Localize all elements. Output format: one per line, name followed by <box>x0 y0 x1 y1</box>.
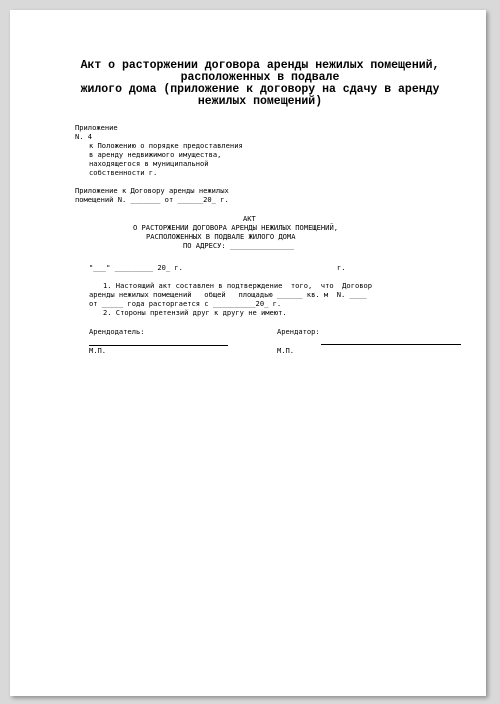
appendix-number: N. 4 <box>75 132 93 141</box>
title-line-2: расположенных в подвале <box>180 71 340 84</box>
city-label: г. <box>337 263 346 272</box>
title-line-3: жилого дома (приложение к договору на сдачу в аренду <box>80 83 440 96</box>
tenant-label: Арендатор: <box>277 327 320 336</box>
document-title <box>50 60 470 108</box>
landlord-signature-line <box>89 345 228 346</box>
date-line: "___" _________ 20_ г. <box>89 263 183 272</box>
appendix-line-3: находящегося в муниципальной <box>89 159 209 168</box>
contract-ref-line-2: помещений N. _______ от ______20_ г. <box>75 195 229 204</box>
act-subheading-2: РАСПОЛОЖЕННЫХ В ПОДВАЛЕ ЖИЛОГО ДОМА <box>146 232 296 241</box>
title-line-4: нежилых помещений) <box>197 95 323 108</box>
document-page <box>10 10 486 696</box>
paragraph-1-line-2: аренды нежилых помещений общей площадью ______ кв. м N. ____ <box>89 290 367 299</box>
paragraph-1-line-1: 1. Настоящий акт составлен в подтверждение того, что Договор <box>103 281 373 290</box>
contract-ref-line-1: Приложение к Договору аренды нежилых <box>75 186 229 195</box>
appendix-line-4: собственности г. <box>89 168 158 177</box>
landlord-label: Арендодатель: <box>89 327 145 336</box>
appendix-label: Приложение <box>75 123 118 132</box>
address-label: ПО АДРЕСУ: _______________ <box>183 241 295 250</box>
appendix-line-2: в аренду недвижимого имущества, <box>89 150 222 159</box>
act-heading: АКТ <box>243 214 256 223</box>
appendix-line-1: к Положению о порядке предоставления <box>89 141 243 150</box>
act-subheading-1: О РАСТОРЖЕНИИ ДОГОВОРА АРЕНДЫ НЕЖИЛЫХ ПОМЕЩЕНИЙ, <box>133 223 338 232</box>
paragraph-2: 2. Стороны претензий друг к другу не имеют. <box>103 308 287 317</box>
tenant-signature-line <box>321 344 461 345</box>
landlord-stamp-label: М.П. <box>89 346 107 355</box>
paragraph-1-line-3: от _____ года расторгается с __________20_ г. <box>89 299 282 308</box>
tenant-stamp-label: М.П. <box>277 346 295 355</box>
title-line-1: Акт о расторжении договора аренды нежилых помещений, <box>80 59 440 72</box>
